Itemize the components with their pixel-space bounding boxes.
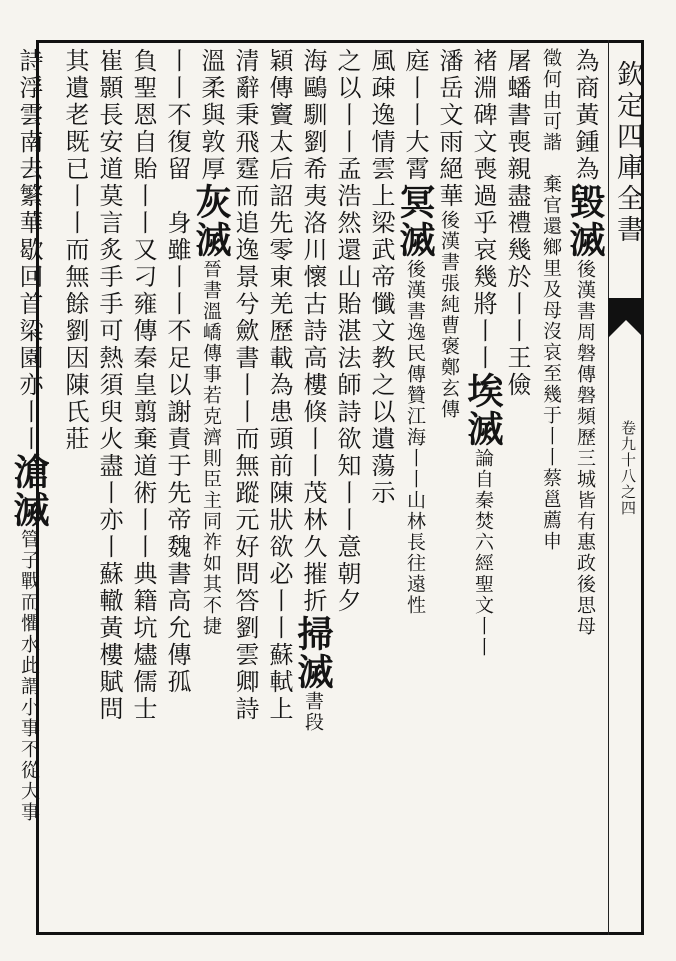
text-column [52,48,98,928]
column-text: 庭丨丨大霄 [401,48,429,183]
column-text: 屠蟠書喪親盡禮幾於丨丨王儉 [503,48,531,399]
column-text: 溫柔與敦厚 [197,48,225,183]
column-text: 為商黃鍾為 [571,48,599,183]
column-text: 崔顥長安道莫言炙手手可熱須臾火盡丨亦丨蘇轍黃樓賦問 [95,48,123,723]
column-note: 後漢書周磐傳磐頻歷三城皆有惠政後思母 [574,259,596,637]
column-text: 海鷗馴劉希夷洛川懷古詩高樓倏丨丨茂林久摧折 [299,48,327,615]
column-text: 之以丨丨孟浩然還山貽湛法師詩欲知丨丨意朝夕 [333,48,361,615]
fishtail-mark-icon [608,298,644,338]
text-column [8,48,52,928]
column-note: 後漢書逸民傳贊江海丨丨山林長往遠性 [404,259,426,616]
column-note: 徵何由可諧 棄官還鄉里及母沒哀至幾于丨丨蔡邕薦申 [540,48,562,552]
column-text: 潘岳文雨絕華 [435,48,463,210]
headword: 掃滅 [292,615,334,691]
column-text: 其遺老既已丨丨而無餘劉因陳氏莊 [61,48,89,453]
volume-label: 卷九十八之四 [619,420,637,516]
headword: 冥滅 [394,183,436,259]
column-note: 論自秦焚六經聖文丨丨 [472,448,494,658]
column-text: 褚淵碑文喪過乎哀幾將丨丨 [469,48,497,372]
column-text: 穎傳竇太后詔先零東羌歷載為患頭前陳狀欲必丨丨蘇軾上 [265,48,293,723]
column-note: 晉書溫嶠傳事若克濟則臣主同祚如其不捷 [200,259,222,637]
book-title: 欽定四庫全書 [612,60,643,246]
column-note: 書段 [302,691,324,733]
column-text: 負聖恩自貽丨丨又刁雍傳秦皇翦棄道術丨丨典籍坑燼儒士 [129,48,157,723]
headword: 灰滅 [190,183,232,259]
headword: 滄滅 [8,453,50,529]
column-text: 清辭秉飛霆而追逸景兮歛書丨丨而無蹤元好問答劉雲卿詩 [231,48,259,723]
column-note: 管子戰而懼水此謂小事不從大事 [18,529,40,823]
column-text: 丨丨不復留 身雖丨丨不足以謝責于先帝魏書高允傳孤 [163,48,191,696]
column-note: 後漢書張純曹褒鄭玄傳 [438,210,460,420]
column-text: 詩浮雲南去繁華歇回首梁園亦丨丨 [15,48,43,453]
headword: 埃滅 [462,372,504,448]
column-text: 風疎逸情雲上梁武帝懺文教之以遺蕩示 [367,48,395,507]
headword: 毀滅 [564,183,606,259]
